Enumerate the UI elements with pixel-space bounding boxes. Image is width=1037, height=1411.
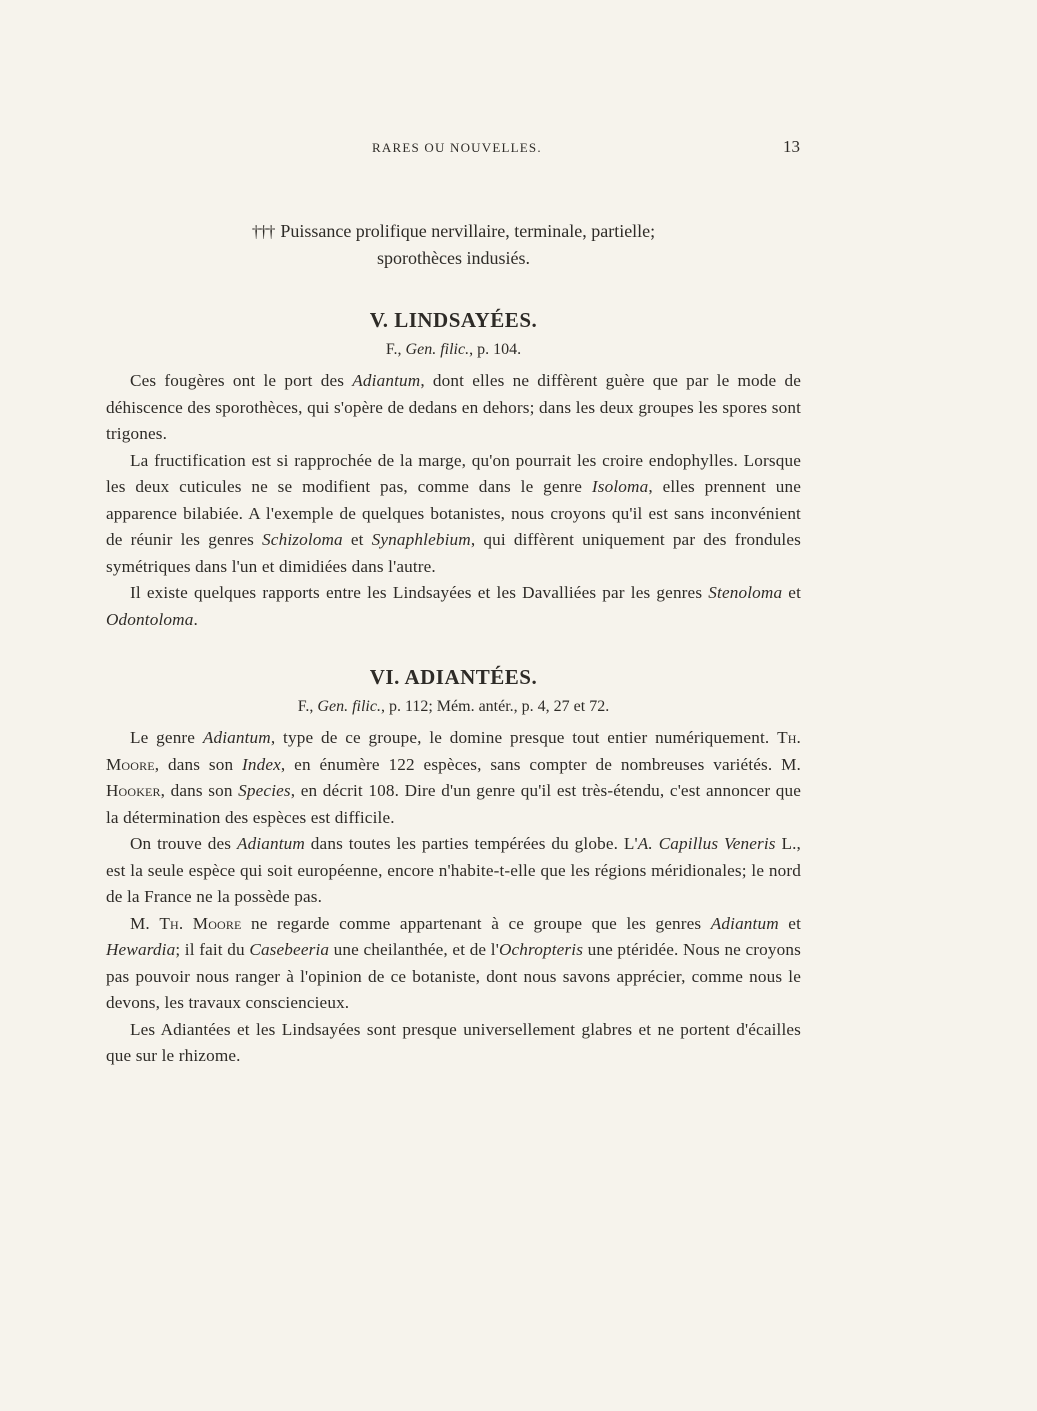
text-run: La fructification est si rapprochée de la marge, qu'on pourrait les croire endophylles. Lorsque les deux cuticules ne se modifient pas, comme dans le genre [106,450,801,496]
text-run: , type de ce groupe, le domine presque tout entier numériquement. [270,728,778,747]
genus-name: Synaphlebium [371,530,471,549]
genus-name: Hewardia [106,940,176,959]
genus-name: Ochropteris [498,940,584,959]
author-name: Th. Moore [159,913,242,933]
page-body [106,218,801,1070]
text-run: , en énumère 122 espèces, sans compter de nombreuses variétés. M. [280,754,802,774]
running-head [0,137,1037,164]
ref-work: Gen. filic. [317,698,381,715]
text-run: L., est la seule espèce qui soit européenne, encore n'habite-t-elle que les régions méridionales; le nord de la France ne la possède pas. [106,834,801,906]
section-title-adiantees: VI. ADIANTÉES. [369,665,538,689]
paragraph [106,368,801,448]
text-run: , dans son [160,781,239,800]
text-run: ; il fait du [175,940,250,959]
intro-line-2 [106,245,801,272]
section-reference-adiantees [106,695,801,719]
paragraph [106,580,801,633]
text-run: M. [130,913,160,933]
paragraph [106,725,801,831]
text-run: une ptéridée. Nous ne croyons pas pouvoir nous ranger à l'opinion de ce botaniste, dont nous savons apprécier, comme nous le devons, les travaux consciencieux. [106,940,801,1012]
author-name: Th. Moore [106,728,801,774]
species-name: A. Capillus Veneris [637,834,776,853]
ref-work: Gen. filic. [405,341,470,358]
work-title: Species [238,781,291,800]
intro-line [106,218,801,245]
text-run: Il existe quelques rapports entre les Lindsayées et les Davalliées par les genres [130,583,709,602]
section-title-lindsayees: V. LINDSAYÉES. [369,308,538,332]
genus-name: Casebeeria [249,940,330,959]
ref-text: F., [385,341,406,358]
text-run: ne regarde comme appartenant à ce groupe que les genres [241,913,711,933]
text-run: Les Adiantées et les Lindsayées sont presque universellement glabres et ne portent d'écailles que sur le rhizome. [106,1019,801,1065]
genus-name: Isoloma [591,477,649,496]
text-run: Ces fougères ont le port des [130,371,353,390]
text-run: et [782,583,802,602]
text-run: , dont elles ne diffèrent guère que par le mode de déhiscence des sporothèces, qui s'opère de dedans en dehors; dans les deux groupes les spores sont trigones. [106,371,801,443]
text-run: une cheilanthée, et de l' [329,940,499,959]
ref-page: , p. 112; Mém. antér., p. 4, 27 et 72. [380,698,610,715]
intro-text-line1: Puissance prolifique nervillaire, terminale, partielle; [280,221,656,241]
genus-name: Stenoloma [708,583,783,602]
genus-name: Adiantum [236,834,305,853]
genus-name: Adiantum [202,728,271,747]
text-run: , dans son [154,754,242,774]
genus-name: Schizoloma [262,530,343,549]
page-number: 13 [783,137,800,156]
text-run: , en décrit 108. Dire d'un genre qu'il est très-étendu, c'est annoncer que la détermination des espèces est difficile. [106,781,802,827]
ref-page: , p. 104. [469,341,522,358]
paragraph [106,831,801,911]
genus-name: Adiantum [710,913,779,933]
text-run: . [193,609,198,629]
dagger-marks: ††† [251,222,275,241]
paragraph [106,911,801,1017]
intro-text-line2: sporothèces indusiés. [377,248,530,268]
text-run: dans toutes les parties tempérées du globe. L' [304,834,638,853]
text-run: On trouve des [130,834,237,853]
ref-text: F., [297,698,318,715]
text-run: et [778,913,801,933]
text-run: et [342,530,372,549]
text-run: Le genre [130,728,203,747]
genus-name: Odontoloma [106,609,194,629]
text-run: , qui diffèrent uniquement par des frondules symétriques dans l'un et dimidiées dans l'autre. [106,530,801,576]
paragraph [106,448,801,581]
section-reference-lindsayees [106,338,801,362]
text-run: , elles prennent une apparence bilabiée. A l'exemple de quelques botanistes, nous croyons qu'il est sans inconvénient de réunir les genres [106,477,801,549]
genus-name: Adiantum [352,371,421,390]
work-title: Index [242,754,281,774]
author-name: Hooker [106,781,161,800]
running-head-title: RARES OU NOUVELLES. [372,140,542,155]
paragraph [106,1017,801,1070]
